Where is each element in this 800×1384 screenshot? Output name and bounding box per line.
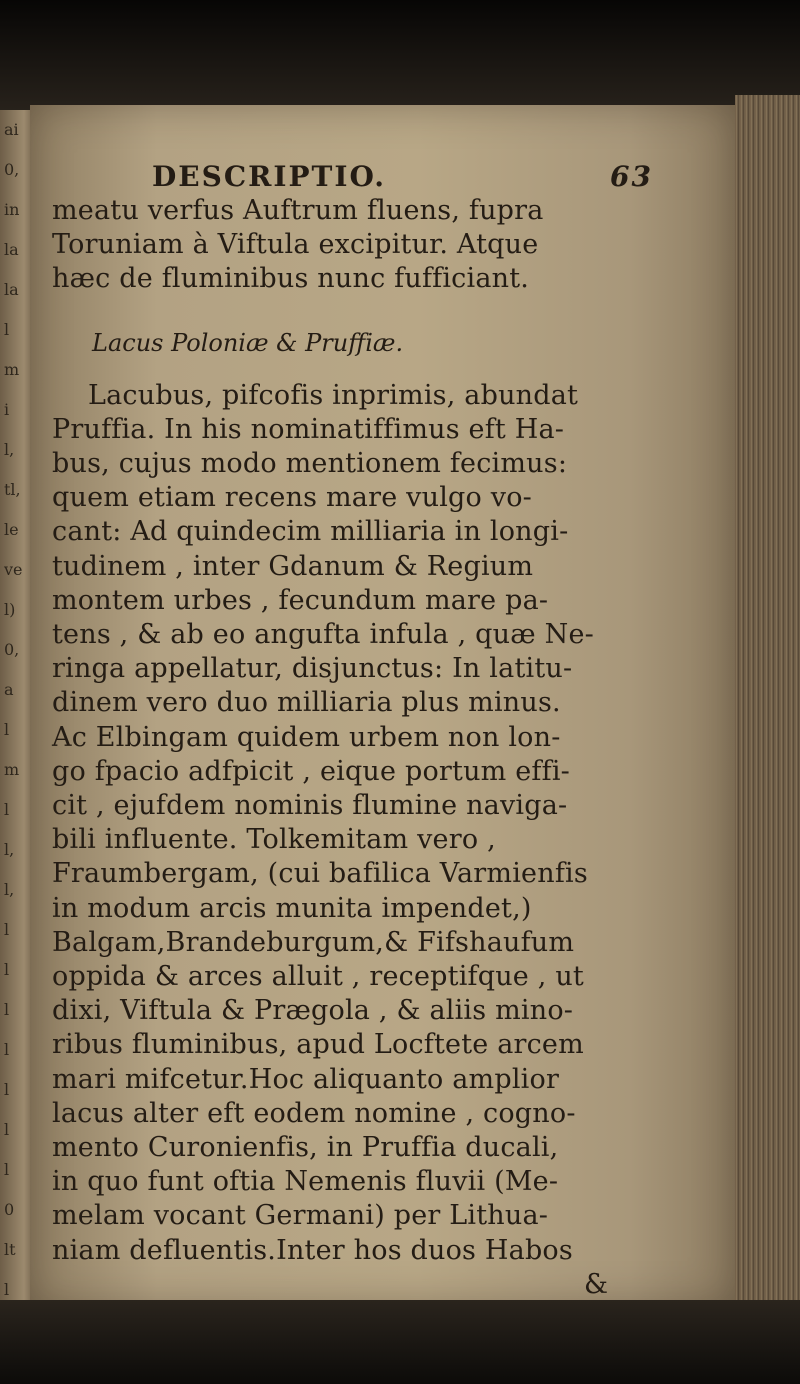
text-line: tudinem , inter Gdanum & Regium bbox=[52, 550, 534, 582]
running-header bbox=[52, 160, 692, 194]
facing-page-fragment: in bbox=[4, 200, 20, 219]
facing-page-fragment: ai bbox=[4, 120, 19, 139]
text-line: niam defluentis.Inter hos duos Habos bbox=[52, 1234, 573, 1266]
text-line: Balgam,Brandeburgum,& Fifshaufum bbox=[52, 926, 575, 958]
text-line: Pruffia. In his nominatiffimus eft Ha- bbox=[52, 413, 565, 445]
catchword: & bbox=[584, 1268, 609, 1300]
facing-page-fragment: a bbox=[4, 680, 14, 699]
text-line: cit , ejufdem nominis flumine naviga- bbox=[52, 790, 568, 822]
facing-page-fragment: i bbox=[4, 400, 10, 419]
text-line: cant: Ad quindecim milliaria in longi- bbox=[52, 516, 569, 548]
facing-page-fragment: la bbox=[4, 240, 19, 259]
facing-page-fragment: l, bbox=[4, 440, 15, 459]
facing-page-fragment: l, bbox=[4, 840, 15, 859]
facing-page-fragment: 0, bbox=[4, 160, 20, 179]
text-line: Toruniam à Viftula excipitur. Atque bbox=[52, 229, 539, 261]
text-line: mari mifcetur.Hoc aliquanto amplior bbox=[52, 1063, 560, 1095]
facing-page-fragment: l bbox=[4, 1040, 10, 1059]
facing-page-fragment: l bbox=[4, 1160, 10, 1179]
text-line: bili influente. Tolkemitam vero , bbox=[52, 824, 496, 856]
text-line: in modum arcis munita impendet,) bbox=[52, 892, 532, 924]
text-line: quem etiam recens mare vulgo vo- bbox=[52, 482, 532, 514]
facing-page-fragment: l bbox=[4, 720, 10, 739]
facing-page-fragment: l bbox=[4, 920, 10, 939]
facing-page-fragment: ve bbox=[4, 560, 23, 579]
facing-page-fragment: tl, bbox=[4, 480, 21, 499]
text-line: ringa appellatur, disjunctus: In latitu- bbox=[52, 653, 573, 685]
page-text bbox=[52, 160, 692, 1302]
text-line: dinem vero duo milliaria plus minus. bbox=[52, 687, 561, 719]
facing-page-fragment: m bbox=[4, 360, 20, 379]
facing-page-fragment: l bbox=[4, 320, 10, 339]
text-line: Lacubus, pifcofis inprimis, abundat bbox=[88, 379, 579, 411]
text-line: meatu verfus Auftrum fluens, fupra bbox=[52, 195, 544, 226]
page-number: 63 bbox=[610, 160, 653, 193]
facing-page-fragment: l bbox=[4, 1080, 10, 1099]
text-line: Fraumbergam, (cui bafilica Varmienfis bbox=[52, 858, 588, 890]
text-line: dixi, Viftula & Prægola , & aliis mino- bbox=[52, 995, 574, 1027]
body-paragraph bbox=[52, 379, 692, 1268]
facing-page-fragment: l bbox=[4, 800, 10, 819]
text-line: montem urbes , fecundum mare pa- bbox=[52, 584, 549, 616]
facing-page-fragment: l bbox=[4, 1120, 10, 1139]
text-line: hæc de fluminibus nunc fufficiant. bbox=[52, 263, 530, 295]
text-line: tens , & ab eo angufta infula , quæ Ne- bbox=[52, 619, 594, 651]
dark-background-top bbox=[0, 0, 800, 120]
intro-paragraph bbox=[52, 194, 692, 297]
text-line: go fpacio adfpicit , eique portum effi- bbox=[52, 755, 570, 787]
facing-page-fragment: lt bbox=[4, 1240, 16, 1259]
facing-page-fragment: 0 bbox=[4, 1200, 15, 1219]
text-line: melam vocant Germani) per Lithua- bbox=[52, 1200, 549, 1232]
facing-page-fragment: la bbox=[4, 280, 19, 299]
dark-background-bottom bbox=[0, 1300, 800, 1384]
page-fore-edge bbox=[735, 95, 800, 1315]
running-head-title: DESCRIPTIO. bbox=[152, 160, 386, 193]
text-line: mento Curonienfis, in Pruffia ducali, bbox=[52, 1132, 559, 1164]
facing-page-fragment: le bbox=[4, 520, 19, 539]
section-heading: Lacus Poloniæ & Pruffiæ. bbox=[92, 328, 404, 357]
facing-page-fragment: 0, bbox=[4, 640, 20, 659]
facing-page-fragment: l, bbox=[4, 880, 15, 899]
facing-page-fragment: l bbox=[4, 960, 10, 979]
text-line: bus, cujus modo mentionem fecimus: bbox=[52, 448, 568, 480]
text-line: in quo funt oftia Nemenis fluvii (Me- bbox=[52, 1166, 559, 1198]
text-line: lacus alter eft eodem nomine , cogno- bbox=[52, 1097, 576, 1129]
text-line: ribus fluminibus, apud Locftete arcem bbox=[52, 1029, 584, 1061]
facing-page-fragment: l bbox=[4, 1000, 10, 1019]
text-line: Ac Elbingam quidem urbem non lon- bbox=[52, 721, 561, 753]
facing-page-fragment: l) bbox=[4, 600, 16, 619]
facing-page-fragment: m bbox=[4, 760, 20, 779]
text-line: oppida & arces alluit , receptifque , ut bbox=[52, 961, 584, 993]
facing-page-fragment: l bbox=[4, 1280, 10, 1299]
